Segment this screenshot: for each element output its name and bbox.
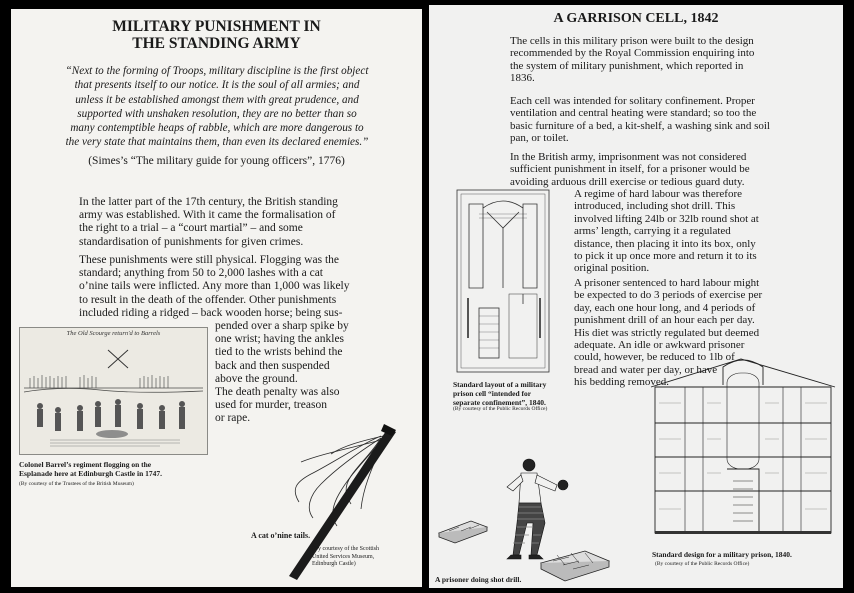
right-panel	[429, 5, 843, 588]
text-line: to result in the death of the offender. Other punishments	[79, 293, 337, 306]
left-paragraph-2	[79, 254, 419, 320]
credit-line: (By courtesy of the Scottish	[312, 546, 379, 552]
cell-plan-credit: (By courtesy of the Public Records Office)	[453, 406, 548, 412]
credit-line: United Services Museum,	[312, 553, 375, 560]
text-line: one wrist; having the ankles	[215, 333, 345, 346]
left-paragraph-1	[79, 196, 419, 249]
text-line: army was established. With it came the formalisation of	[79, 209, 336, 222]
quote-line: that presents itself to our notice. It is the soul of all armies; and	[74, 79, 360, 92]
caption-line: Esplanade here at Edinburgh Castle in 1747.	[19, 469, 163, 478]
quote-line: the very state that maintains them, than even its declared enemies.”	[65, 136, 369, 149]
quote-line: unless it be established amongst them with great prudence, and	[75, 93, 359, 106]
text-line: be expected to do 3 periods of exercise per	[574, 289, 763, 302]
engraving-title: The Old Scourge return'd to Barrels	[66, 330, 161, 337]
text-line: his bedding removed.	[574, 376, 670, 389]
right-paragraph-1	[510, 35, 840, 85]
right-paragraph-3	[510, 151, 840, 188]
quote-line: many contemptible heaps of rabble, which are more dangerous to	[70, 122, 364, 135]
left-title-line: MILITARY PUNISHMENT IN	[112, 18, 321, 35]
text-line: basic furniture of a bed, a kit-shelf, a washing sink and soil	[510, 119, 770, 132]
text-line: used for murder, treason	[215, 399, 327, 412]
credit-line: Edinburgh Castle)	[312, 561, 356, 567]
text-line: above the ground.	[215, 372, 298, 385]
text-line: In the British army, imprisonment was not considered	[510, 151, 747, 163]
figure1-credit: (By courtesy of the Trustees of the British Museum)	[19, 481, 134, 487]
text-line: original position.	[574, 262, 650, 275]
prison-design-credit: (By courtesy of the Public Records Office)	[655, 561, 750, 567]
text-line: recommended by the Royal Commission enquiring into	[510, 47, 755, 60]
left-title	[11, 18, 422, 52]
text-line: A prisoner sentenced to hard labour might	[574, 277, 760, 289]
text-line: 1836.	[510, 72, 535, 85]
text-line: arms’ length, carrying it a regulated	[574, 225, 731, 238]
text-line: sufficient punishment in itself, for a prisoner would be	[510, 163, 750, 176]
right-paragraph-3-wrap	[574, 188, 840, 275]
text-line: avoiding arduous drill exercise or tedious guard duty.	[510, 175, 745, 188]
flogging-engraving	[19, 327, 208, 455]
text-line: or rape.	[215, 412, 251, 425]
right-paragraph-2	[510, 95, 840, 145]
caption-line: Standard layout of a military	[453, 380, 547, 389]
cell-layout-plan	[439, 188, 569, 378]
left-panel	[11, 9, 422, 587]
flogging-scene	[20, 328, 207, 454]
caption-line: prison cell “intended for	[453, 389, 532, 398]
text-line: standard; anything from 50 to 2,000 lashes with a cat	[79, 267, 324, 280]
text-line: Each cell was intended for solitary confinement. Proper	[510, 95, 755, 107]
text-line: day, each one hour long, and 4 periods of	[574, 301, 756, 314]
caption-line: Colonel Barrel’s regiment flogging on the	[19, 460, 152, 469]
right-title: A GARRISON CELL, 1842	[553, 11, 719, 26]
text-line: The cells in this military prison were built to the design	[510, 35, 754, 47]
quote-line: supported with unshaken resolution, they are no better than so	[77, 107, 357, 120]
shot-drill-illustration	[433, 457, 633, 587]
left-paragraph-2-wrap	[215, 320, 420, 426]
text-line: involved lifting 24lb or 32lb round shot at	[574, 212, 759, 225]
quote-line: “Next to the forming of Troops, military discipline is the first object	[65, 65, 369, 77]
text-line: back and then suspended	[215, 359, 330, 372]
figure2-caption: A cat o’nine tails.	[251, 531, 311, 540]
text-line: His diet was strictly regulated but deemed	[574, 326, 760, 339]
text-line: the system of military punishment, which reported in	[510, 59, 744, 72]
text-line: The death penalty was also	[215, 386, 340, 399]
left-title-line: THE STANDING ARMY	[132, 35, 301, 52]
text-line: punishment drill of an hour each per day.	[574, 314, 755, 327]
prison-design-elevation	[645, 357, 841, 539]
prison-design-caption: Standard design for a military prison, 1840.	[652, 550, 792, 559]
figure2-credit	[312, 546, 417, 569]
cell-plan-caption	[453, 380, 583, 407]
text-line: A regime of hard labour was therefore	[574, 188, 742, 200]
text-line: introduced, including shot drill. This	[574, 200, 736, 213]
shot-drill-caption: A prisoner doing shot drill.	[435, 575, 522, 584]
text-line: adequate. An idle or awkward prisoner	[574, 339, 745, 352]
caption-line: separate confinement”, 1840.	[453, 398, 546, 407]
figure1-caption	[19, 460, 249, 478]
text-line: standardisation of punishments for given crimes.	[79, 235, 304, 248]
text-line: ventilation and central heating were standard; so too the	[510, 107, 757, 120]
quote-attribution: (Simes’s “The military guide for young officers”, 1776)	[88, 155, 345, 167]
text-line: These punishments were still physical. Flogging was the	[79, 254, 339, 266]
text-line: pended over a sharp spike by	[215, 320, 349, 332]
text-line: could, however, be reduced to 1lb of	[574, 351, 735, 364]
text-line: In the latter part of the 17th century, the British standing	[79, 196, 338, 208]
quote	[19, 64, 415, 150]
text-line: the right to a trial – a “court martial” – and some	[79, 222, 303, 235]
text-line: to pick it up once more and return it to its	[574, 250, 757, 263]
text-line: pan, or toilet.	[510, 132, 569, 145]
text-line: distance, then placing it into its box, only	[574, 237, 756, 250]
text-line: o’nine tails were inflicted. Any more than 1,000 was likely	[79, 280, 350, 293]
text-line: tied to the wrists behind the	[215, 346, 343, 359]
text-line: included riding a ridged – back wooden horse; being sus-	[79, 306, 343, 319]
text-line: bread and water per day, or have	[574, 363, 718, 376]
